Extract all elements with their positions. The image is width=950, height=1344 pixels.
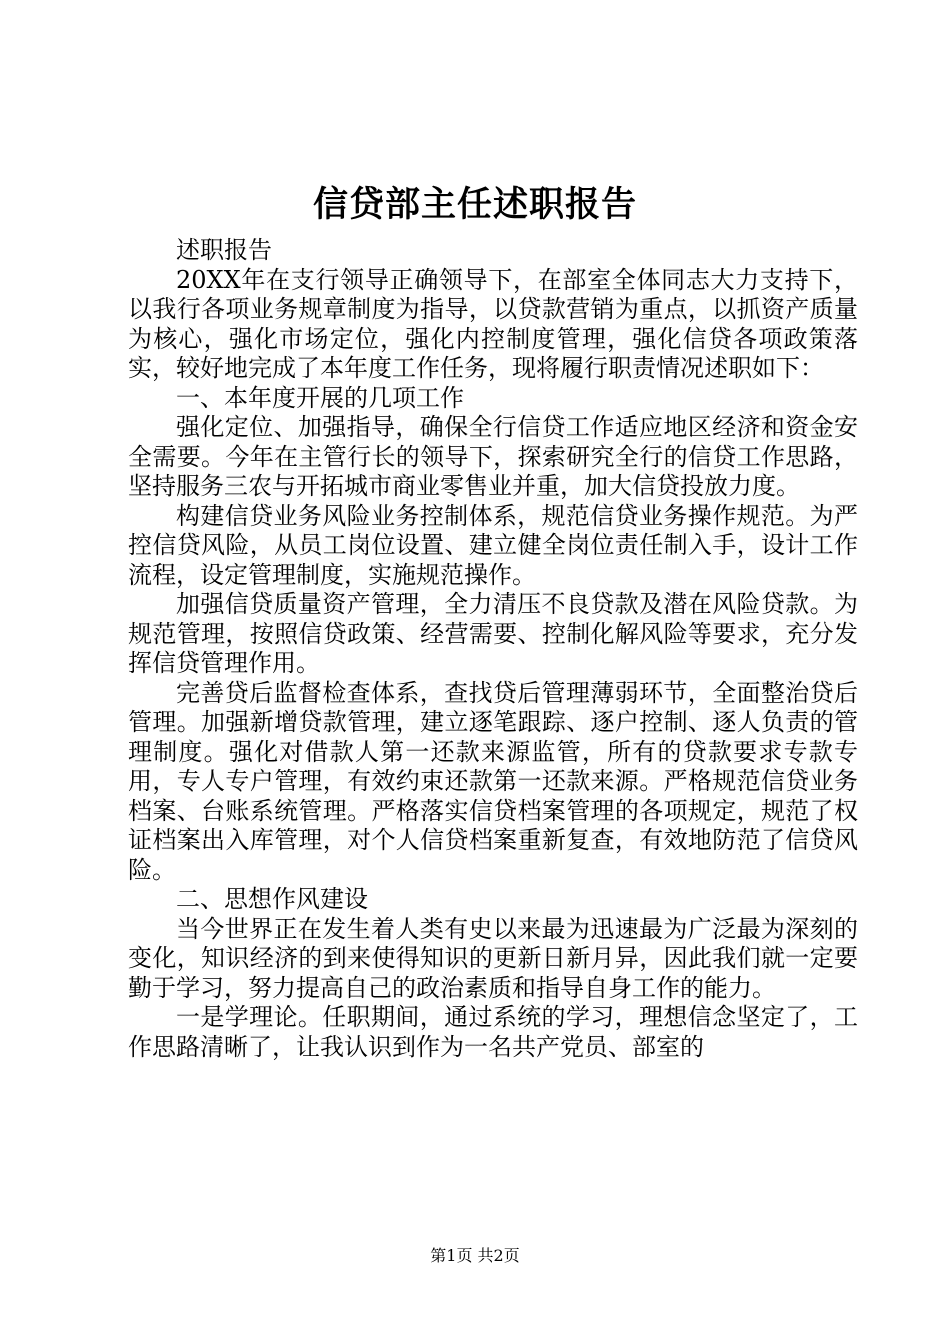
paragraph-positioning: 强化定位、加强指导，确保全行信贷工作适应地区经济和资金安全需要。今年在主管行长的领导下，探索研究全行的信贷工作思路，坚持服务三农与开拓城市商业零售业并重，加大信贷投放力度。	[128, 413, 858, 500]
section-heading-work: 一、本年度开展的几项工作	[176, 383, 464, 412]
page-footer: 第1页 共2页	[430, 1246, 520, 1265]
document-body	[128, 236, 858, 1062]
paragraph-theory: 一是学理论。任职期间，通过系统的学习，理想信念坚定了，工作思路清晰了，让我认识到作为一名共产党员、部室的	[128, 1003, 858, 1061]
paragraph-post-loan: 完善贷后监督检查体系，查找贷后管理薄弱环节，全面整治贷后管理。加强新增贷款管理，建立逐笔跟踪、逐户控制、逐人负责的管理制度。强化对借款人第一还款来源监管，所有的贷款要求专款专用，专人专户管理，有效约束还款第一还款来源。严格规范信贷业务档案、台账系统管理。严格落实信贷档案管理的各项规定，规范了权证档案出入库管理，对个人信贷档案重新复查，有效地防范了信贷风险。	[128, 678, 858, 884]
document-title: 信贷部主任述职报告	[312, 184, 637, 225]
paragraph-heading-label: 述职报告	[176, 236, 272, 264]
paragraph-intro: 20XX年在支行领导正确领导下，在部室全体同志大力支持下，以我行各项业务规章制度为指导，以贷款营销为重点，以抓资产质量为核心，强化市场定位，强化内控制度管理，强化信贷各项政策落实，较好地完成了本年度工作任务，现将履行职责情况述职如下：	[128, 265, 858, 382]
section-heading-conduct: 二、思想作风建设	[176, 885, 368, 913]
paragraph-risk-control: 构建信贷业务风险业务控制体系，规范信贷业务操作规范。为严控信贷风险，从员工岗位设置、建立健全岗位责任制入手，设计工作流程，设定管理制度，实施规范操作。	[128, 501, 858, 589]
paragraph-asset-quality: 加强信贷质量资产管理，全力清压不良贷款及潜在风险贷款。为规范管理，按照信贷政策、经营需要、控制化解风险等要求，充分发挥信贷管理作用。	[128, 590, 858, 677]
paragraph-learning: 当今世界正在发生着人类有史以来最为迅速最为广泛最为深刻的变化，知识经济的到来使得知识的更新日新月异，因此我们就一定要勤于学习，努力提高自己的政治素质和指导自身工作的能力。	[128, 914, 858, 1002]
